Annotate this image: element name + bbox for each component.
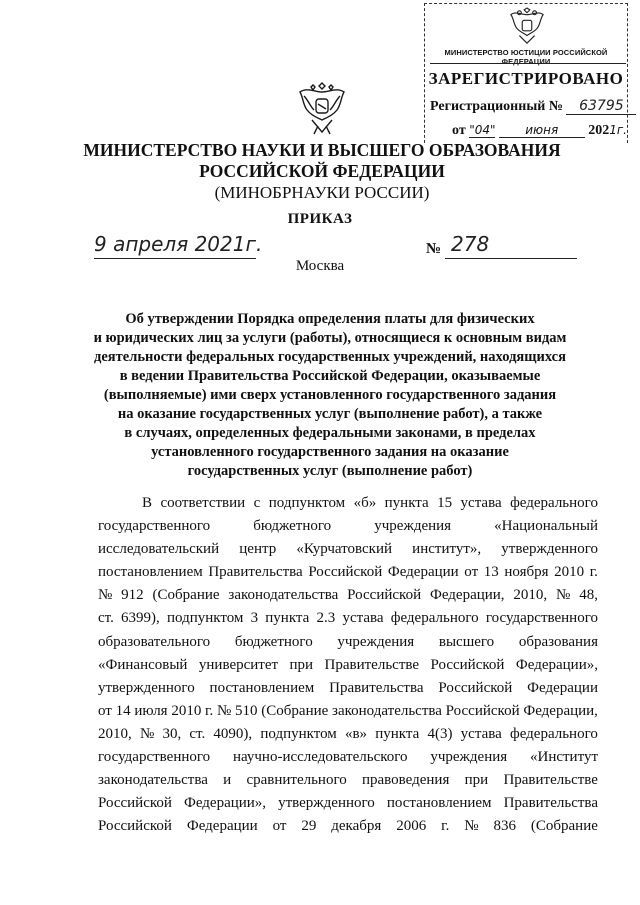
body-word: при	[289, 656, 314, 673]
subject-line: в ведении Правительства Российской Федерации, оказываемые	[119, 368, 541, 384]
body-word: №	[98, 587, 113, 604]
order-body-text	[98, 492, 598, 838]
body-word: от	[272, 818, 287, 835]
body-word: Правительстве	[503, 772, 598, 789]
body-line	[98, 607, 598, 630]
body-word: ст.	[98, 610, 114, 627]
body-word: федерального	[509, 725, 598, 742]
body-word: №	[556, 587, 571, 604]
body-word: «Национальный	[494, 518, 598, 535]
body-word: ноября	[504, 564, 549, 581]
body-word: 4(3)	[427, 725, 453, 742]
body-word: Федерации,	[429, 587, 505, 604]
body-word: устава	[460, 495, 502, 511]
stamp-date-day: "04"	[469, 123, 496, 137]
body-word: (Собрание	[152, 587, 220, 604]
body-word: исследовательский	[98, 541, 220, 558]
body-word: Российской	[347, 587, 422, 604]
body-line	[98, 723, 598, 746]
body-word: с	[253, 495, 261, 511]
body-word: 2010,	[98, 725, 132, 742]
body-word: «б»	[353, 495, 377, 511]
stamp-registration-date	[452, 123, 627, 139]
body-word: правоведения	[362, 772, 450, 789]
stamp-reg-label: Регистрационный №	[430, 99, 563, 114]
subject-line: деятельности федеральных государственных учреждений, находящихся	[94, 349, 566, 365]
body-word: 2.3	[316, 610, 336, 627]
body-word: Федерации»,	[183, 795, 267, 812]
subject-line: в случаях, определенных федеральными законами, в пределах	[124, 425, 536, 441]
registration-stamp	[424, 3, 628, 153]
body-word: «Институт	[529, 749, 598, 766]
body-word: Правительства	[208, 564, 303, 581]
body-word: сравнительного	[246, 772, 347, 789]
order-subject	[62, 310, 598, 481]
stamp-divider	[430, 63, 626, 64]
body-word: 6399),	[121, 610, 160, 627]
body-word: Федерации,	[523, 702, 598, 719]
stamp-ministry: МИНИСТЕРСТВО ЮСТИЦИИ РОССИЙСКОЙ ФЕДЕРАЦИИ	[444, 48, 608, 66]
body-line	[98, 746, 598, 769]
body-line	[98, 815, 598, 838]
subject-line: на оказание государственных услуг (выполнение работ), а также	[117, 406, 543, 422]
stamp-registered: ЗАРЕГИСТРИРОВАНО	[428, 69, 624, 88]
order-date: 9 апреля 2021г.	[94, 232, 263, 256]
body-word: государственного	[98, 749, 211, 766]
subject-line: государственных услуг (выполнение работ)	[187, 463, 473, 479]
body-word: (Собрание	[261, 702, 329, 719]
body-word: Федерации»,	[515, 656, 598, 673]
body-word: законодательства	[332, 702, 442, 719]
body-word: 15	[437, 495, 453, 511]
coat-of-arms-icon	[508, 7, 546, 47]
body-word: 912	[121, 587, 144, 604]
body-word: Федерации	[387, 564, 459, 581]
body-word: 14	[115, 702, 131, 719]
body-word: г.	[589, 564, 598, 581]
body-word: г.	[441, 818, 450, 835]
body-word: В	[142, 495, 153, 511]
body-word: постановлением	[386, 795, 492, 812]
body-word: законодательства	[228, 587, 339, 604]
body-word: образования	[518, 633, 598, 650]
body-word: Правительства	[503, 795, 598, 812]
body-word: институт»,	[412, 541, 482, 558]
body-word: 29	[301, 818, 317, 835]
body-word: учреждения	[430, 749, 508, 766]
ministry-title-line2: РОССИЙСКОЙ ФЕДЕРАЦИИ	[199, 161, 445, 181]
body-line	[98, 700, 598, 723]
body-word: бюджетного	[234, 633, 313, 650]
body-word: 2010,	[513, 587, 548, 604]
stamp-date-from: от	[452, 123, 466, 138]
order-number: 278	[451, 232, 490, 256]
body-word: Российской	[98, 818, 172, 835]
body-word: 48,	[579, 587, 598, 604]
body-word: учреждения	[374, 518, 452, 535]
body-word: №	[139, 725, 155, 742]
body-word: Российской	[98, 795, 172, 812]
body-line	[98, 654, 598, 677]
body-word: Российской	[445, 702, 520, 719]
body-word: «Курчатовский	[296, 541, 393, 558]
ministry-title-line1: МИНИСТЕРСТВО НАУКИ И ВЫСШЕГО ОБРАЗОВАНИЯ	[83, 140, 561, 160]
body-word: подпунктом	[166, 610, 244, 627]
body-word: подпунктом	[268, 495, 346, 511]
body-word: июля	[134, 702, 168, 719]
body-word: государственного	[485, 610, 598, 627]
body-word: центр	[239, 541, 277, 558]
body-word: 2010	[171, 702, 202, 719]
stamp-date-month: июня	[499, 123, 585, 138]
body-word: федерального	[510, 495, 598, 511]
body-word: (Собрание	[530, 818, 598, 835]
body-word: №	[464, 818, 479, 835]
body-word: законодательства	[98, 772, 208, 789]
subject-line: (выполняемые) ими сверх установленного государственного задания	[103, 387, 557, 403]
body-word: Российской	[430, 656, 505, 673]
body-word: утвержденного	[501, 541, 598, 558]
body-word: Российской	[438, 679, 513, 696]
subject-line: Об утверждении Порядка определения платы для физических	[125, 311, 535, 327]
body-word: Правительстве	[324, 656, 420, 673]
body-word: пункта	[384, 495, 429, 511]
body-word: высшего	[438, 633, 495, 650]
body-line	[98, 492, 598, 515]
body-word: подпунктом	[260, 725, 337, 742]
body-word: «Финансовый	[98, 656, 188, 673]
order-city: Москва	[295, 258, 345, 274]
body-word: 4090),	[213, 725, 253, 742]
body-word: №	[217, 702, 232, 719]
body-word: 510	[235, 702, 258, 719]
body-word: от	[464, 564, 479, 581]
body-word: соответствии	[160, 495, 246, 511]
body-line	[98, 769, 598, 792]
stamp-border-top	[424, 3, 628, 5]
body-line	[98, 515, 598, 538]
body-word: учреждения	[337, 633, 415, 650]
body-word: Российской	[308, 564, 383, 581]
body-word: 2006	[396, 818, 427, 835]
body-word: бюджетного	[253, 518, 332, 535]
body-line	[98, 538, 598, 561]
body-word: 3	[250, 610, 259, 627]
body-word: утвержденного	[98, 679, 195, 696]
body-line	[98, 584, 598, 607]
body-line	[98, 631, 598, 654]
subject-line: и юридических лиц за услуги (работы), относящиеся к основным видам	[93, 330, 567, 346]
body-word: научно-исследовательского	[232, 749, 408, 766]
ministry-short-name: (МИНОБРНАУКИ РОССИИ)	[214, 183, 430, 202]
body-word: 30,	[162, 725, 182, 742]
body-word: при	[464, 772, 489, 789]
body-line	[98, 792, 598, 815]
body-word: пункта	[375, 725, 420, 742]
body-word: постановлением	[98, 564, 203, 581]
body-word: г.	[205, 702, 214, 719]
stamp-date-year-suffix: 1г.	[609, 123, 627, 137]
body-word: университет	[198, 656, 279, 673]
body-word: от	[98, 702, 112, 719]
subject-line: установленного государственного задания на оказание	[151, 444, 509, 460]
body-word: Правительства	[329, 679, 424, 696]
body-word: декабря	[331, 818, 382, 835]
body-word: постановлением	[209, 679, 315, 696]
body-word: государственного	[98, 518, 211, 535]
body-word: 13	[483, 564, 499, 581]
body-word: и	[223, 772, 232, 789]
body-word: федерального	[390, 610, 479, 627]
body-word: «в»	[344, 725, 368, 742]
body-word: устава	[342, 610, 384, 627]
body-line	[98, 677, 598, 700]
body-word: утвержденного	[278, 795, 375, 812]
stamp-registration-number	[430, 98, 636, 115]
body-word: Федерации	[527, 679, 598, 696]
coat-of-arms-icon	[298, 82, 346, 136]
order-title: ПРИКАЗ	[287, 211, 353, 227]
body-word: образовательного	[98, 633, 211, 650]
body-word: 836	[493, 818, 516, 835]
body-word: Федерации	[186, 818, 258, 835]
stamp-reg-number: 63795	[566, 98, 636, 115]
body-word: ст.	[189, 725, 206, 742]
body-word: пункта	[265, 610, 310, 627]
body-word: 2010	[554, 564, 585, 581]
body-line	[98, 561, 598, 584]
body-word: устава	[460, 725, 502, 742]
order-number-sign: №	[426, 241, 442, 257]
stamp-date-year-prefix: 202	[588, 123, 610, 138]
